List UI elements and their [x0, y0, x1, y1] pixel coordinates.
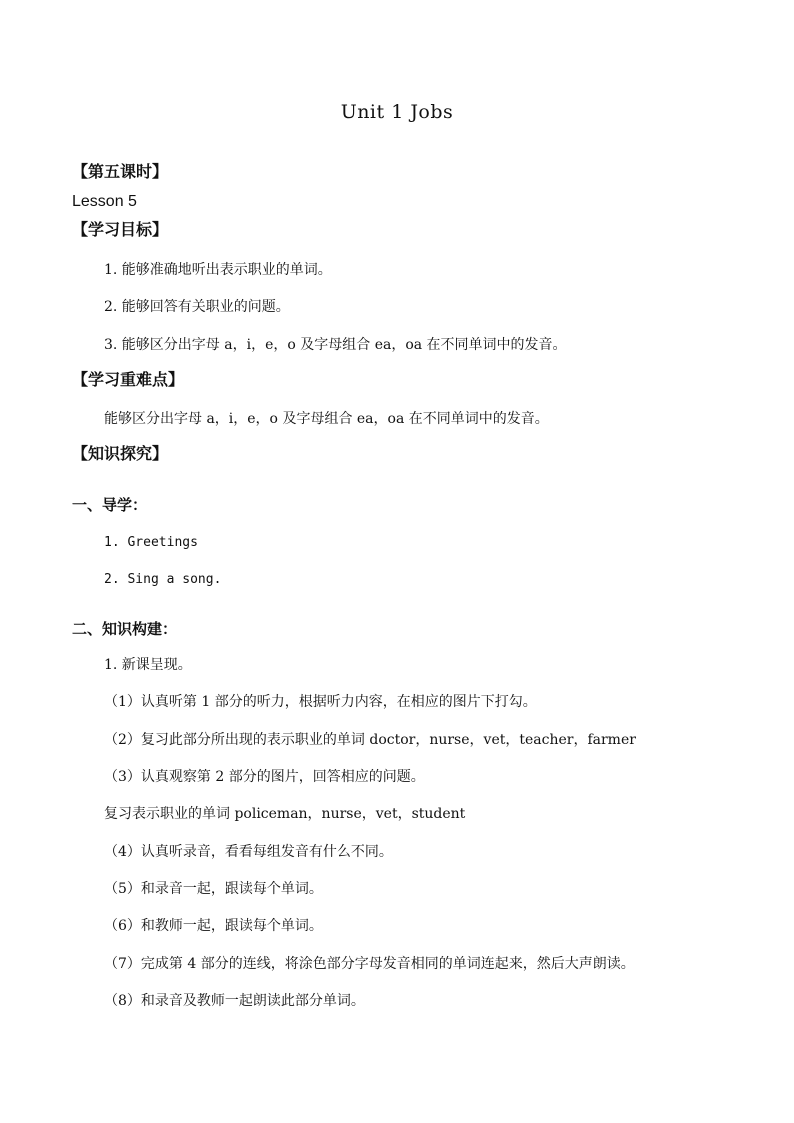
section2-subheading: 1. 新课呈现。 [104, 657, 192, 673]
key-points-heading: 【学习重难点】 [72, 370, 185, 389]
step-item: （5）和录音一起，跟读每个单词。 [104, 881, 323, 897]
section1-item: 1. Greetings [104, 535, 198, 550]
section1-heading: 一、导学： [72, 496, 148, 514]
review-words-line: 复习表示职业的单词 policeman，nurse，vet，student [104, 806, 466, 822]
objective-item: 3. 能够区分出字母 a，i，e，o 及字母组合 ea，oa 在不同单词中的发音。 [104, 337, 567, 353]
section2-heading: 二、知识构建： [72, 620, 178, 638]
step-item: （6）和教师一起，跟读每个单词。 [104, 918, 323, 934]
lesson-period-heading: 【第五课时】 [72, 162, 169, 181]
objective-item: 1. 能够准确地听出表示职业的单词。 [104, 262, 332, 278]
objective-item: 2. 能够回答有关职业的问题。 [104, 299, 290, 315]
step-item: （1）认真听第 1 部分的听力，根据听力内容，在相应的图片下打勾。 [104, 694, 537, 710]
step-item: （7）完成第 4 部分的连线，将涂色部分字母发音相同的单词连起来，然后大声朗读。 [104, 956, 635, 972]
page-title: Unit 1 Jobs [340, 101, 454, 123]
step-item: （2）复习此部分所出现的表示职业的单词 doctor，nurse，vet，teacher，farmer [104, 732, 636, 748]
key-points-text: 能够区分出字母 a，i，e，o 及字母组合 ea，oa 在不同单词中的发音。 [104, 411, 549, 427]
step-item: （3）认真观察第 2 部分的图片，回答相应的问题。 [104, 769, 425, 785]
section1-item: 2. Sing a song. [104, 572, 222, 587]
step-item: （4）认真听录音，看看每组发音有什么不同。 [104, 844, 393, 860]
lesson-name: Lesson 5 [72, 193, 137, 210]
exploration-heading: 【知识探究】 [72, 444, 169, 463]
objectives-heading: 【学习目标】 [72, 220, 169, 239]
step-item: （8）和录音及教师一起朗读此部分单词。 [104, 993, 365, 1009]
